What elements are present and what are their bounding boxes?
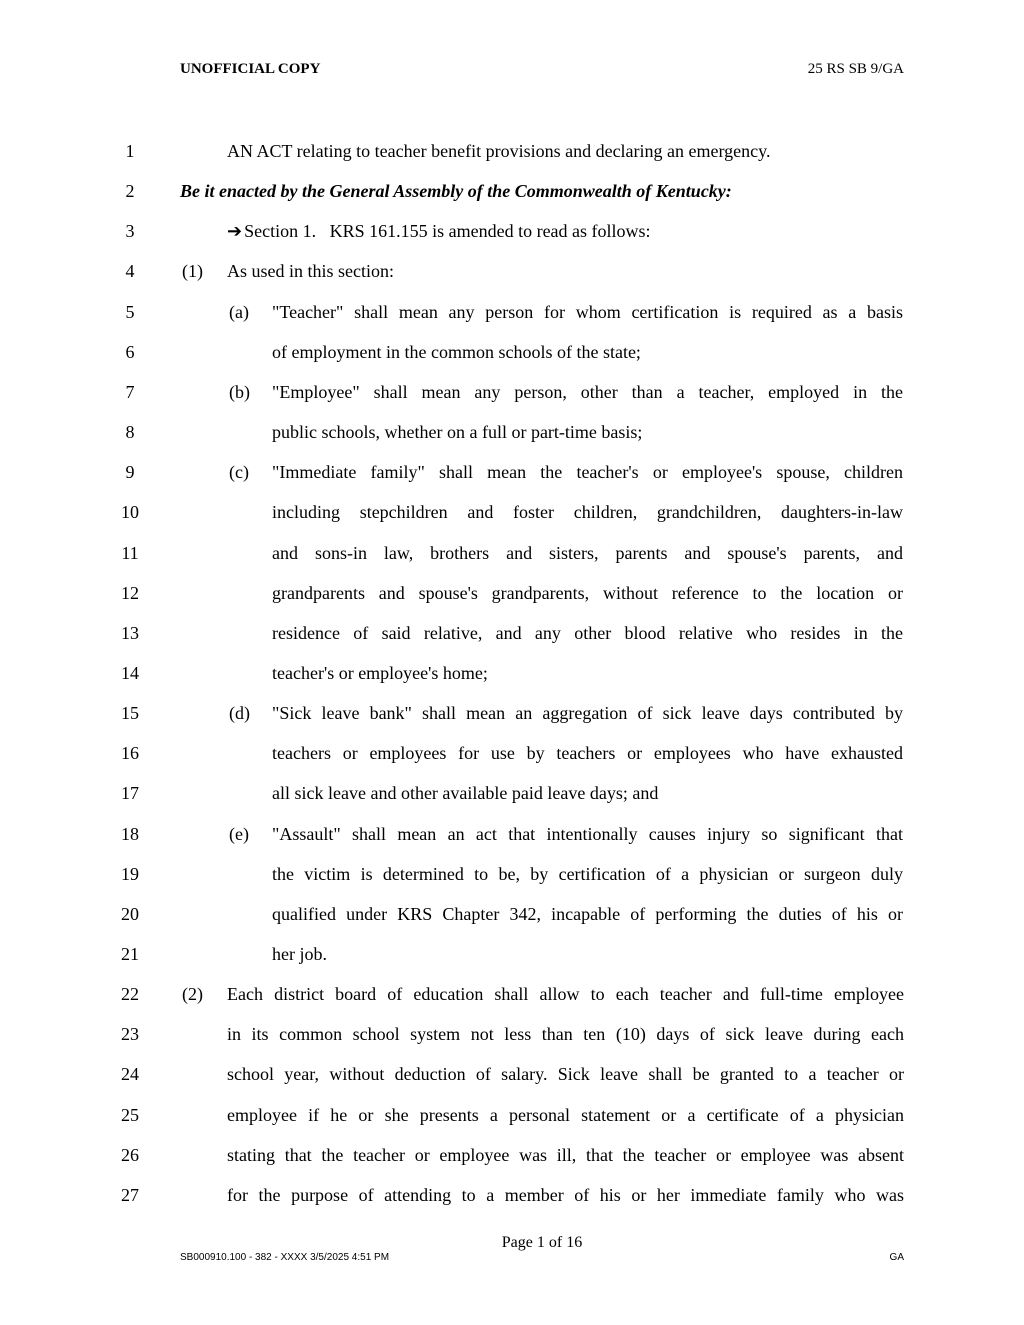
amendment-arrow-icon: ➔ <box>227 221 243 242</box>
document-line <box>0 903 1024 943</box>
line-number: 16 <box>121 743 139 764</box>
line-text: stating that the teacher or employee was ill, that the teacher or employee was absent <box>227 1144 904 1165</box>
line-text: "Teacher" shall mean any person for whom certification is required as a basis <box>272 301 903 322</box>
line-text: school year, without deduction of salary. Sick leave shall be granted to a teacher or <box>227 1064 904 1085</box>
line-text: "Employee" shall mean any person, other than a teacher, employed in the <box>272 381 903 402</box>
document-line <box>0 1063 1024 1103</box>
document-line <box>0 542 1024 582</box>
header-right: 25 RS SB 9/GA <box>807 61 904 77</box>
subsection-label: (b) <box>229 381 250 402</box>
line-number: 12 <box>121 582 139 603</box>
line-text: teachers or employees for use by teachers or employees who have exhausted <box>272 743 903 764</box>
line-number: 3 <box>125 221 135 242</box>
document-line <box>0 622 1024 662</box>
line-number: 26 <box>121 1144 139 1165</box>
document-line <box>0 341 1024 381</box>
footer-right: GA <box>889 1252 904 1263</box>
line-text: grandparents and spouse's grandparents, without reference to the location or <box>272 582 903 603</box>
document-line <box>0 421 1024 461</box>
line-number: 10 <box>121 502 139 523</box>
document-line <box>0 1184 1024 1224</box>
line-number: 24 <box>121 1064 139 1085</box>
header-left: UNOFFICIAL COPY <box>180 61 321 77</box>
line-text: teacher's or employee's home; <box>272 662 488 683</box>
page-number: Page 1 of 16 <box>501 1234 583 1251</box>
line-number: 14 <box>121 662 139 683</box>
line-number: 19 <box>121 863 139 884</box>
document-line <box>0 823 1024 863</box>
document-line <box>0 983 1024 1023</box>
subsection-label: (a) <box>229 301 249 322</box>
line-text: "Sick leave bank" shall mean an aggregation of sick leave days contributed by <box>272 703 903 724</box>
document-line <box>0 662 1024 702</box>
line-number: 27 <box>121 1184 139 1205</box>
subsection-label: (2) <box>182 984 203 1005</box>
line-text: and sons-in law, brothers and sisters, parents and spouse's parents, and <box>272 542 903 563</box>
document-line <box>0 1023 1024 1063</box>
document-line <box>0 1104 1024 1144</box>
subsection-label: (c) <box>229 462 249 483</box>
subsection-label: (1) <box>182 261 203 282</box>
line-text: employee if he or she presents a personal statement or a certificate of a physician <box>227 1104 904 1125</box>
line-number: 18 <box>121 823 139 844</box>
footer-doc-id: SB000910.100 - 382 - XXXX 3/5/2025 4:51 PM <box>180 1252 390 1263</box>
enacting-clause: Be it enacted by the General Assembly of the Commonwealth of Kentucky: <box>180 181 732 202</box>
document-line <box>0 742 1024 782</box>
document-line <box>0 220 1024 260</box>
line-number: 20 <box>121 903 139 924</box>
line-text: of employment in the common schools of the state; <box>272 341 641 362</box>
line-number: 15 <box>121 703 139 724</box>
line-number: 7 <box>125 381 135 402</box>
document-line <box>0 582 1024 622</box>
line-number: 21 <box>121 944 139 964</box>
document-line <box>0 702 1024 742</box>
section-heading: Section 1. KRS 161.155 is amended to read as follows: <box>244 221 651 242</box>
document-line <box>0 301 1024 341</box>
line-text: "Immediate family" shall mean the teacher's or employee's spouse, children <box>272 462 903 483</box>
line-text: "Assault" shall mean an act that intentionally causes injury so significant that <box>272 823 903 844</box>
line-number: 8 <box>125 422 135 443</box>
line-text: AN ACT relating to teacher benefit provisions and declaring an emergency. <box>227 141 771 161</box>
document-line <box>0 260 1024 300</box>
line-text: in its common school system not less than ten (10) days of sick leave during each <box>227 1024 904 1045</box>
line-number: 25 <box>121 1104 139 1125</box>
line-text: the victim is determined to be, by certification of a physician or surgeon duly <box>272 863 903 884</box>
document-line <box>0 782 1024 822</box>
line-number: 1 <box>125 141 135 161</box>
line-number: 22 <box>121 984 139 1005</box>
line-text: residence of said relative, and any other blood relative who resides in the <box>272 622 903 643</box>
line-number: 17 <box>121 783 139 804</box>
line-text: As used in this section: <box>227 261 394 282</box>
line-number: 9 <box>125 462 135 483</box>
line-text: public schools, whether on a full or part-time basis; <box>272 422 643 443</box>
line-number: 5 <box>125 301 135 322</box>
line-text: for the purpose of attending to a member of his or her immediate family who was <box>227 1184 904 1205</box>
line-text <box>227 220 651 242</box>
line-number: 6 <box>125 341 135 362</box>
document-line <box>0 180 1024 220</box>
line-number: 11 <box>121 542 139 563</box>
document-line <box>0 863 1024 903</box>
line-number: 13 <box>121 622 139 643</box>
line-text: her job. <box>272 944 327 964</box>
line-number: 23 <box>121 1024 139 1045</box>
subsection-label: (d) <box>229 703 250 724</box>
line-number: 2 <box>125 181 135 202</box>
document-line <box>0 943 1024 983</box>
subsection-label: (e) <box>229 823 249 844</box>
line-number: 4 <box>125 261 135 282</box>
line-text: including stepchildren and foster children, grandchildren, daughters-in-law <box>272 502 903 523</box>
document-line <box>0 381 1024 421</box>
line-text: qualified under KRS Chapter 342, incapable of performing the duties of his or <box>272 903 903 924</box>
document-line <box>0 1144 1024 1184</box>
document-line <box>0 461 1024 501</box>
document-line <box>0 140 1024 180</box>
line-text: Each district board of education shall allow to each teacher and full-time employee <box>227 984 904 1005</box>
line-text: all sick leave and other available paid leave days; and <box>272 783 659 804</box>
document-line <box>0 501 1024 541</box>
